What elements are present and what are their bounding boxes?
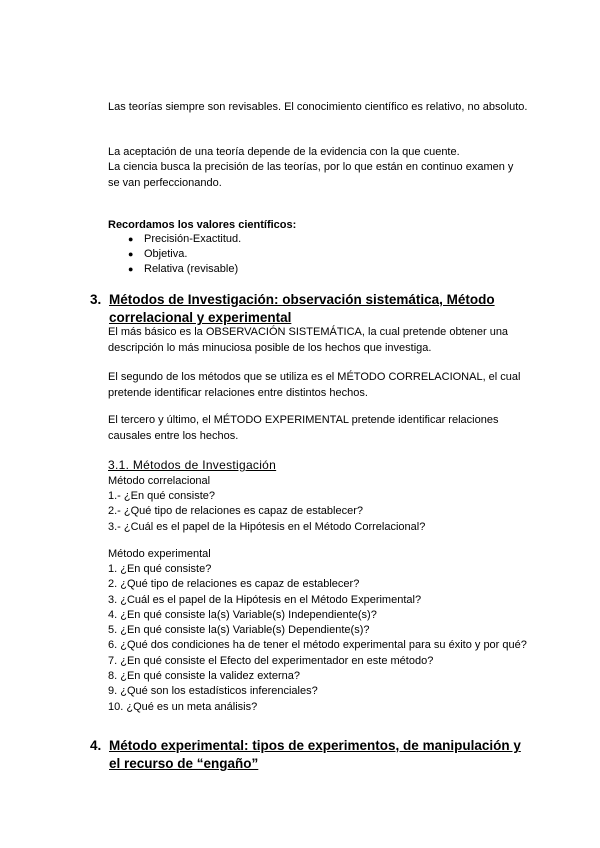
experimental-label: Método experimental <box>108 548 211 560</box>
section-3-paragraph-3: El tercero y último, el MÉTODO EXPERIMENTAL pretende identificar relaciones causales entre los hechos. <box>108 414 499 442</box>
section-3-paragraph-2: El segundo de los métodos que se utiliza es el MÉTODO CORRELACIONAL, el cual pretende identificar relaciones entre distintos hechos. <box>108 371 521 399</box>
list-item: 2. ¿Qué tipo de relaciones es capaz de establecer? <box>108 578 360 591</box>
intro-paragraph-2: La aceptación de una teoría depende de la evidencia con la que cuente. <box>108 146 460 158</box>
list-item: 2.- ¿Qué tipo de relaciones es capaz de establecer? <box>108 505 363 518</box>
list-item: 10. ¿Qué es un meta análisis? <box>108 700 258 713</box>
list-item: 3. ¿Cuál es el papel de la Hipótesis en el Método Experimental? <box>108 593 422 606</box>
list-item: 6. ¿Qué dos condiciones ha de tener el método experimental para su éxito y por qué? <box>108 639 527 652</box>
list-item: 7. ¿En qué consiste el Efecto del experimentador en este método? <box>108 654 434 667</box>
section-4-title: Método experimental: tipos de experimentos, de manipulación y el recurso de “engaño” <box>109 738 521 771</box>
values-item: ● Relativa (revisable) <box>108 262 528 277</box>
values-item: ● Precisión-Exactitud. <box>108 232 528 247</box>
subsection-title: 3.1. Métodos de Investigación <box>108 458 277 472</box>
list-item: 1.- ¿En qué consiste? <box>108 490 216 502</box>
section-3-heading <box>90 291 530 327</box>
list-item: 9. ¿Qué son los estadísticos inferenciales? <box>108 685 318 698</box>
list-item: 3.- ¿Cuál es el papel de la Hipótesis en el Método Correlacional? <box>108 520 426 533</box>
experimental-questions <box>108 562 528 715</box>
section-3-number: 3. <box>90 292 102 307</box>
section-4-heading <box>90 737 530 773</box>
section-3-title: Métodos de Investigación: observación sistemática, Método correlacional y experimental <box>109 292 495 325</box>
section-3-paragraph-1: El más básico es la OBSERVACIÓN SISTEMÁTICA, la cual pretende obtener una descripción lo más minuciosa posible de los hechos que investiga. <box>108 326 509 354</box>
intro-paragraph-1: Las teorías siempre son revisables. El conocimiento científico es relativo, no absoluto. <box>108 101 528 113</box>
values-item: ● Objetiva. <box>108 247 528 262</box>
values-heading: Recordamos los valores científicos: <box>108 219 297 231</box>
correlacional-label: Método correlacional <box>108 475 211 487</box>
correlacional-questions <box>108 489 528 535</box>
list-item: 1. ¿En qué consiste? <box>108 563 212 575</box>
list-item: 4. ¿En qué consiste la(s) Variable(s) Independiente(s)? <box>108 608 377 621</box>
list-item: 8. ¿En qué consiste la validez externa? <box>108 670 301 683</box>
section-4-number: 4. <box>90 738 102 753</box>
values-list <box>108 232 528 277</box>
list-item: 5. ¿En qué consiste la(s) Variable(s) Dependiente(s)? <box>108 624 370 637</box>
intro-paragraph-3: La ciencia busca la precisión de las teorías, por lo que están en continuo examen y se van perfeccionando. <box>108 161 514 189</box>
